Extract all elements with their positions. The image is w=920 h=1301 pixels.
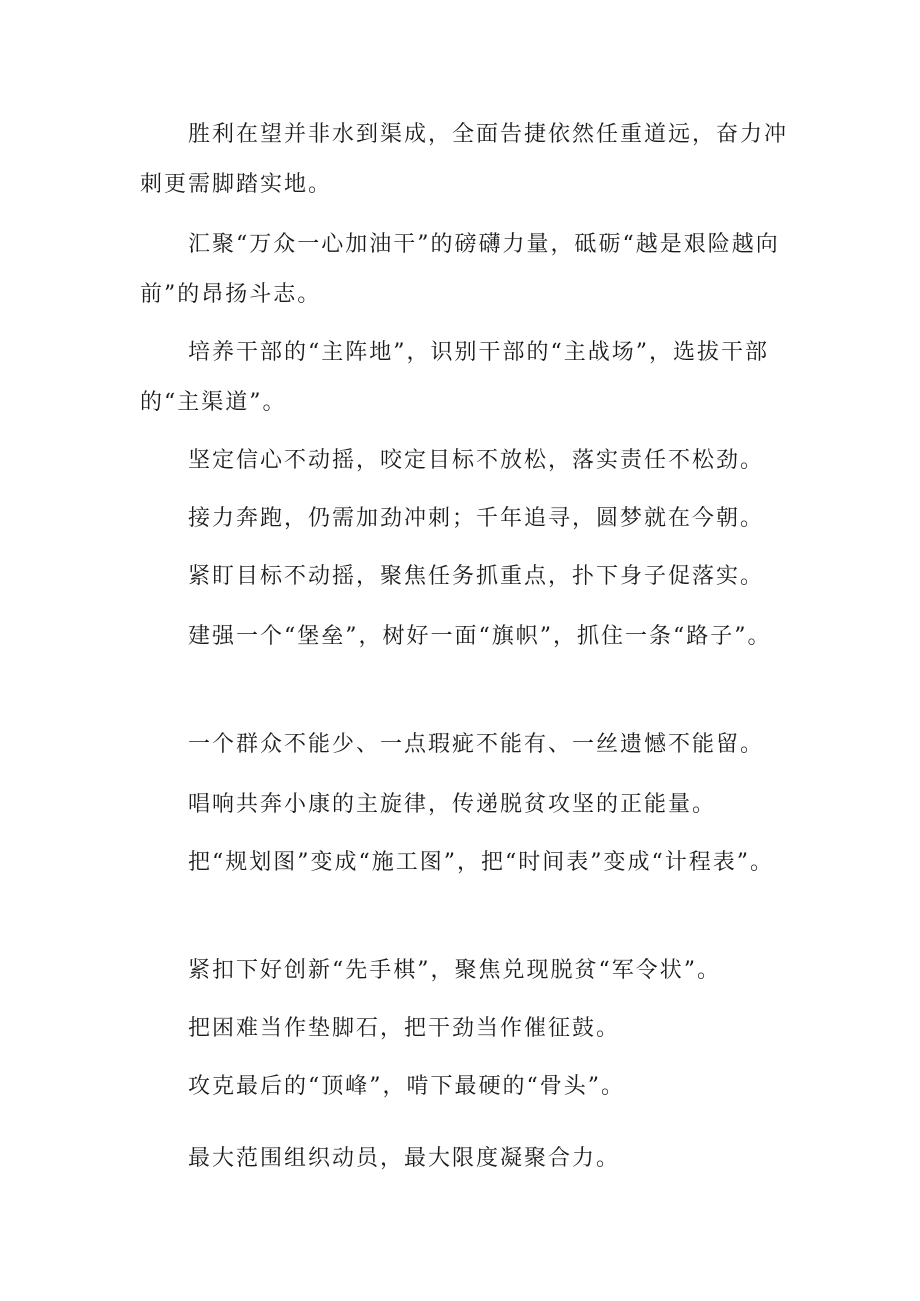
paragraph-11: 紧扣下好创新“先手棋”，聚焦兑现脱贫“军令状”。 (188, 958, 721, 983)
paragraph-1: 胜利在望并非水到渠成，全面告捷依然任重道远，奋力冲刺更需脚踏实地。 (140, 122, 789, 197)
paragraph-6: 紧盯目标不动摇，聚焦任务抓重点，扑下身子促落实。 (188, 564, 765, 589)
paragraph-9: 唱响共奔小康的主旋律，传递脱贫攻坚的正能量。 (188, 792, 717, 817)
paragraph-4: 坚定信心不动摇，咬定目标不放松，落实责任不松劲。 (188, 448, 765, 473)
paragraph-7: 建强一个“堡垒”，树好一面“旗帜”，抓住一条“路子”。 (188, 624, 772, 649)
paragraph-3: 培养干部的“主阵地”，识别干部的“主战场”，选拔干部的“主渠道”。 (140, 340, 769, 415)
paragraph-5: 接力奔跑，仍需加劲冲刺；千年追寻，圆梦就在今朝。 (188, 506, 765, 531)
paragraph-14: 最大范围组织动员，最大限度凝聚合力。 (188, 1146, 621, 1171)
paragraph-8: 一个群众不能少、一点瑕疵不能有、一丝遗憾不能留。 (188, 732, 765, 757)
paragraph-10: 把“规划图”变成“施工图”，把“时间表”变成“计程表”。 (188, 850, 774, 875)
paragraph-13: 攻克最后的“顶峰”，啃下最硬的“骨头”。 (188, 1074, 625, 1099)
paragraph-2: 汇聚“万众一心加油干”的磅礴力量，砥砺“越是艰险越向前”的昂扬斗志。 (140, 232, 780, 307)
paragraph-12: 把困难当作垫脚石，把干劲当作催征鼓。 (188, 1016, 621, 1041)
